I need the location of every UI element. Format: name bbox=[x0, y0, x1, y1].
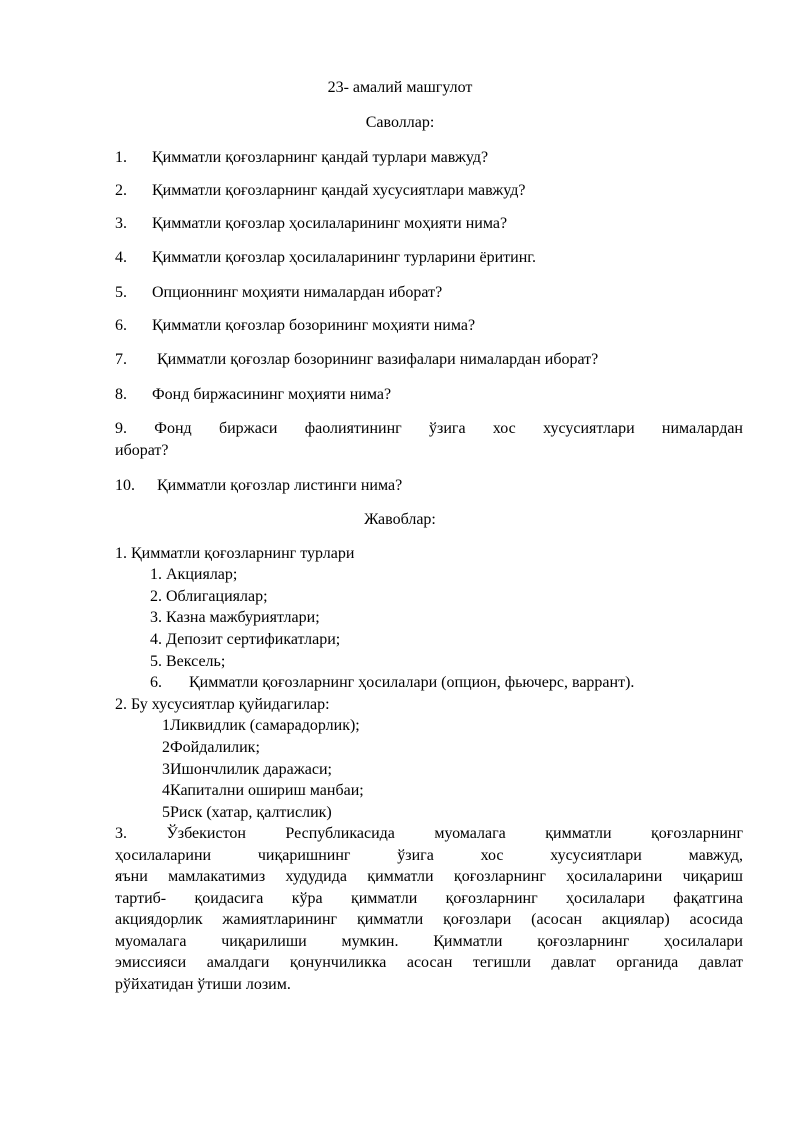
question-number: 3. bbox=[115, 215, 127, 232]
answer-3-last-line: рўйхатидан ўтиши лозим. bbox=[115, 976, 291, 993]
question-text: Фонд биржасининг моҳияти нима? bbox=[152, 386, 392, 403]
question-number: 8. bbox=[115, 386, 127, 403]
question-text: Қимматли қоғозларнинг қандай турлари мавжуд? bbox=[152, 149, 489, 166]
answers-heading: Жавоблар: bbox=[364, 511, 436, 528]
question-number: 10. bbox=[115, 477, 135, 494]
page-title: 23- амалий машгулот bbox=[327, 79, 473, 96]
answer-2-item: 3Ишончлилик даражаси; bbox=[162, 761, 332, 778]
answer-3-line: ҳосилаларини чиқаришнинг ўзига хос хусусиятлари мавжуд, bbox=[115, 847, 743, 864]
question-text: Қимматли қоғозларнинг қандай хусусиятлари мавжуд? bbox=[152, 182, 526, 199]
answer-1-heading: 1. Қимматли қоғозларнинг турлари bbox=[115, 545, 355, 562]
answer-1-item: 4. Депозит сертификатлари; bbox=[150, 631, 341, 648]
answer-3-line: 3. Ўзбекистон Республикасида муомалага қимматли қоғозларнинг bbox=[115, 825, 743, 842]
question-text: Опционнинг моҳияти нималардан иборат? bbox=[152, 284, 443, 301]
answer-3-line: муомалага чиқарилиши мумкин. Қимматли қоғозларнинг ҳосилалари bbox=[115, 933, 743, 950]
question-text: Қимматли қоғозлар ҳосилаларининг моҳияти нима? bbox=[152, 215, 508, 232]
questions-heading: Саволлар: bbox=[365, 114, 435, 131]
answer-1-item-number: 6. bbox=[150, 674, 162, 691]
answer-3-line: яъни мамлакатимиз худудида қимматли қоғозларнинг ҳосилаларини чиқариш bbox=[115, 868, 743, 885]
question-number: 6. bbox=[115, 317, 127, 334]
answer-3-line: эмиссияси амалдаги қонунчиликка асосан тегишли давлат органида давлат bbox=[115, 954, 743, 971]
question-number: 7. bbox=[115, 351, 127, 368]
answer-1-item: 5. Вексель; bbox=[150, 653, 226, 670]
question-text: Қимматли қоғозлар ҳосилаларининг турларини ёритинг. bbox=[152, 249, 537, 266]
question-number: 1. bbox=[115, 149, 127, 166]
question-number: 2. bbox=[115, 182, 127, 199]
answer-2-item: 4Капитални ошириш манбаи; bbox=[162, 782, 364, 799]
answer-1-item: 3. Казна мажбуриятлари; bbox=[150, 609, 320, 626]
question-9-line-2: иборат? bbox=[115, 442, 169, 459]
question-text: Қимматли қоғозлар бозорининг моҳияти нима? bbox=[152, 317, 476, 334]
answer-2-item: 1Ликвидлик (самарадорлик); bbox=[162, 717, 360, 734]
question-text: Қимматли қоғозлар бозорининг вазифалари нималардан иборат? bbox=[157, 351, 599, 368]
answer-1-item: 1. Акциялар; bbox=[150, 566, 238, 583]
question-text: Қимматли қоғозлар листинги нима? bbox=[157, 477, 403, 494]
answer-1-item: 2. Облигациялар; bbox=[150, 588, 268, 605]
question-number: 5. bbox=[115, 284, 127, 301]
answer-3-line: тартиб- қоидасига кўра қимматли қоғозларнинг ҳосилалари фақатгина bbox=[115, 890, 743, 907]
answer-2-item: 2Фойдалилик; bbox=[162, 739, 260, 756]
answer-3-line: акциядорлик жамиятларининг қимматли қоғозлари (асосан акциялар) асосида bbox=[115, 911, 743, 928]
question-9-line-1: 9. Фонд биржаси фаолиятининг ўзига хос хусусиятлари нималардан bbox=[115, 420, 743, 437]
answer-2-item: 5Риск (хатар, қалтислик) bbox=[162, 804, 332, 821]
answer-2-heading: 2. Бу хусусиятлар қуйидагилар: bbox=[115, 696, 330, 713]
question-number: 4. bbox=[115, 249, 127, 266]
answer-1-item-text: Қимматли қоғозларнинг ҳосилалари (опцион, фьючерс, варрант). bbox=[189, 674, 635, 691]
